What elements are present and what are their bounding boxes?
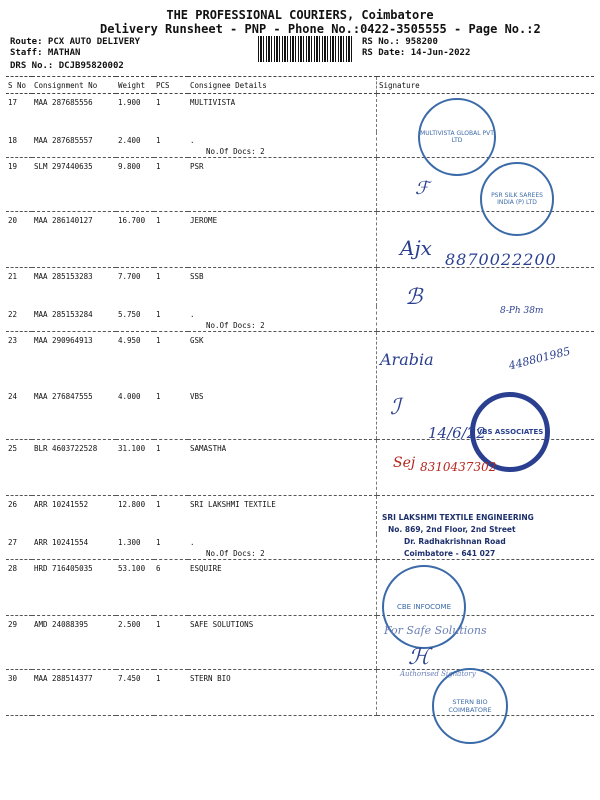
stern-bio-stamp: STERN BIO COIMBATORE <box>432 668 508 744</box>
table-row <box>6 94 594 132</box>
cell-consignee <box>188 306 377 332</box>
cell-consignment: MAA 285153283 <box>34 272 93 281</box>
vbs-stamp: VBS ASSOCIATES <box>470 392 550 472</box>
cell-consignment: SLM 297440635 <box>32 158 116 212</box>
cell-weight: 4.000 <box>116 388 154 440</box>
samastha-phone: 8310437302 <box>420 460 497 474</box>
lakshmi-stamp-line1: SRI LAKSHMI TEXTILE ENGINEERING <box>382 513 534 522</box>
cell-sno: 20 <box>6 212 32 268</box>
cell-weight: 7.700 <box>118 272 141 281</box>
cell-weight: 31.100 <box>116 440 154 496</box>
safe-signature: ℋ <box>408 645 430 670</box>
cell-sno: 19 <box>6 158 32 212</box>
consignee-text: . <box>190 309 195 319</box>
cell-weight: 9.800 <box>116 158 154 212</box>
cell-sno: 22 <box>6 306 32 332</box>
table-row <box>6 560 594 616</box>
safe-auth-stamp: Authorised Signatory <box>400 670 476 678</box>
cell-consignee: ESQUIRE <box>188 560 377 616</box>
gsk-phone: 448801985 <box>507 344 572 373</box>
col-pcs: PCS <box>154 77 188 94</box>
cell-sno: 27 <box>6 534 32 560</box>
cell-consignee: SSB <box>190 272 204 281</box>
cell-weight: 1.300 <box>116 534 154 560</box>
cell-pcs: 1 <box>156 98 161 107</box>
col-weight: Weight <box>116 77 154 94</box>
docs-count: No.Of Docs: 2 <box>206 320 265 330</box>
col-consignee: Consignee Details <box>188 77 377 94</box>
cell-consignee: STERN BIO <box>188 670 377 716</box>
cell-consignment: MAA 290964913 <box>34 336 93 345</box>
cell-sno: 30 <box>6 670 32 716</box>
cell-sno: 25 <box>6 440 32 496</box>
cell-weight: 1.900 <box>118 98 141 107</box>
cell-consignee <box>188 132 377 158</box>
cell-consignee: MULTIVISTA <box>190 98 236 107</box>
rs-date: RS Date: 14-Jun-2022 <box>362 48 471 58</box>
consignee-text: . <box>190 537 195 547</box>
cell-consignment: ARR 10241554 <box>32 534 116 560</box>
cell-consignee: VBS <box>188 388 377 440</box>
cell-consignee <box>188 534 377 560</box>
cell-consignment: MAA 287685556 <box>34 98 93 107</box>
cell-pcs: 1 <box>154 440 188 496</box>
route-label: Route: PCX AUTO DELIVERY <box>10 37 141 47</box>
cell-sno: 26 <box>8 500 18 509</box>
jerome-phone: 8870022200 <box>445 250 557 269</box>
cell-weight: 2.400 <box>116 132 154 158</box>
cell-sno: 23 <box>8 336 18 345</box>
cell-weight: 5.750 <box>116 306 154 332</box>
cell-sno: 28 <box>6 560 32 616</box>
gsk-signature: Arabia <box>380 350 434 369</box>
cell-weight: 12.800 <box>118 500 146 509</box>
cell-consignment: BLR 4603722528 <box>32 440 116 496</box>
cell-consignment: AMD 24088395 <box>32 616 116 670</box>
cell-pcs: 1 <box>154 212 188 268</box>
runsheet-subtitle: Delivery Runsheet - PNP - Phone No.:0422-3505555 - Page No.:2 <box>100 22 541 36</box>
ssb-signature: ℬ <box>405 285 423 310</box>
table-row <box>6 268 594 306</box>
lakshmi-stamp-line4: Coimbatore - 641 027 <box>404 549 496 558</box>
barcode <box>258 36 354 62</box>
cell-consignment: MAA 285153284 <box>32 306 116 332</box>
cell-consignee: JEROME <box>188 212 377 268</box>
cell-sno: 24 <box>6 388 32 440</box>
cell-weight: 4.950 <box>118 336 141 345</box>
runsheet-title: THE PROFESSIONAL COURIERS, Coimbatore <box>166 8 434 22</box>
cell-weight: 53.100 <box>116 560 154 616</box>
vbs-signature: ℐ <box>390 395 401 420</box>
table-row <box>6 332 594 388</box>
cell-sno: 21 <box>8 272 18 281</box>
staff-label: Staff: MATHAN <box>10 48 81 58</box>
cell-weight: 16.700 <box>116 212 154 268</box>
safe-solutions-stamp: For Safe Solutions <box>384 624 487 637</box>
cell-consignment: ARR 10241552 <box>34 500 89 509</box>
drs-number: DRS No.: DCJB95820002 <box>10 61 124 71</box>
cell-sno: 18 <box>6 132 32 158</box>
multivista-stamp: MULTIVISTA GLOBAL PVT LTD <box>418 98 496 176</box>
cell-weight: 7.450 <box>116 670 154 716</box>
vbs-date: 14/6/22 <box>428 424 486 442</box>
cell-weight: 2.500 <box>116 616 154 670</box>
cell-consignment: MAA 287685557 <box>32 132 116 158</box>
docs-count: No.Of Docs: 2 <box>206 146 265 156</box>
consignee-text: . <box>190 135 195 145</box>
jerome-signature: Ajx <box>400 236 432 260</box>
cell-consignee: SAMASTHA <box>188 440 377 496</box>
docs-count: No.Of Docs: 2 <box>206 548 265 558</box>
cell-consignment: MAA 286140127 <box>32 212 116 268</box>
cell-pcs: 1 <box>154 158 188 212</box>
table-row <box>6 616 594 670</box>
lakshmi-stamp-line3: Dr. Radhakrishnan Road <box>404 537 506 546</box>
cell-pcs: 1 <box>154 616 188 670</box>
col-sno: S No <box>6 77 32 94</box>
table-header-row <box>6 77 594 94</box>
cell-pcs: 1 <box>154 388 188 440</box>
cell-pcs: 1 <box>156 336 161 345</box>
psr-signature: ℱ <box>415 178 430 199</box>
table-row <box>6 132 594 158</box>
cell-consignment: MAA 288514377 <box>32 670 116 716</box>
cell-consignee: PSR <box>188 158 377 212</box>
samastha-signature: Sej <box>393 455 416 471</box>
cell-pcs: 6 <box>154 560 188 616</box>
rs-number: RS No.: 958200 <box>362 37 438 47</box>
psr-stamp: PSR SILK SAREES INDIA (P) LTD <box>480 162 554 236</box>
cell-pcs: 1 <box>154 670 188 716</box>
lakshmi-stamp <box>382 512 562 560</box>
cell-consignee: GSK <box>190 336 204 345</box>
cell-consignee: SAFE SOLUTIONS <box>188 616 377 670</box>
cell-pcs: 1 <box>154 132 188 158</box>
ssb-note: 8-Ph 38m <box>500 306 544 316</box>
cell-consignment: HRD 716405035 <box>32 560 116 616</box>
esquire-stamp: CBE INFOCOME <box>382 565 466 649</box>
cell-sno: 29 <box>6 616 32 670</box>
cell-consignee: SRI LAKSHMI TEXTILE <box>190 500 276 509</box>
col-signature: Signature <box>377 77 595 94</box>
lakshmi-stamp-line2: No. 869, 2nd Floor, 2nd Street <box>388 525 516 534</box>
cell-pcs: 1 <box>156 272 161 281</box>
cell-sno: 17 <box>8 98 18 107</box>
cell-pcs: 1 <box>154 534 188 560</box>
cell-pcs: 1 <box>154 306 188 332</box>
cell-pcs: 1 <box>156 500 161 509</box>
cell-consignment: MAA 276847555 <box>32 388 116 440</box>
col-consignment: Consignment No <box>32 77 116 94</box>
